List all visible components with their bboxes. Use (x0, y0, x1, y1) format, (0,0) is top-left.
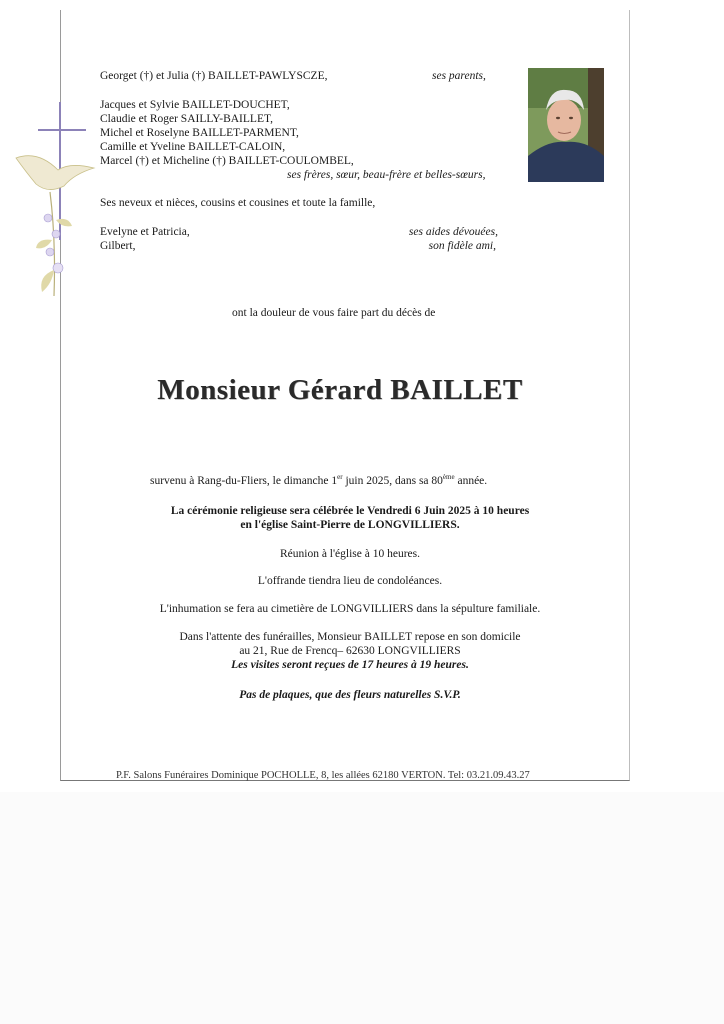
sibling-5: Marcel (†) et Micheline (†) BAILLET-COULOMBEL, (100, 155, 354, 167)
blank-lower-sheet (0, 792, 724, 1024)
sibling-2: Claudie et Roger SAILLY-BAILLET, (100, 113, 274, 125)
ceremony-line-1: La cérémonie religieuse sera célébrée le Vendredi 6 Juin 2025 à 10 heures (170, 505, 530, 517)
visits-text: Les visites seront reçues de 17 heures à 19 heures. (231, 659, 469, 671)
sibling-1: Jacques et Sylvie BAILLET-DOUCHET, (100, 99, 290, 111)
funeral-home-footer: P.F. Salons Funéraires Dominique POCHOLLE, 8, les allées 62180 VERTON. Tel: 03.21.09.43.27 (116, 770, 530, 781)
flowers-text: Pas de plaques, que des fleurs naturelles S.V.P. (239, 689, 461, 701)
siblings-role: ses frères, sœur, beau-frère et belles-sœurs, (287, 169, 486, 181)
death-details: survenu à Rang-du-Fliers, le dimanche 1er juin 2025, dans sa 80ème année. (150, 473, 488, 487)
inhumation-text: L'inhumation se fera au cimetière de LONGVILLIERS dans la sépulture familiale. (159, 603, 541, 615)
sibling-3: Michel et Roselyne BAILLET-PARMENT, (100, 127, 299, 139)
extended-family: Ses neveux et nièces, cousins et cousines et toute la famille, (100, 197, 376, 209)
reunion-text: Réunion à l'église à 10 heures. (279, 548, 421, 560)
parents-role: ses parents, (432, 70, 486, 82)
friend-role: son fidèle ami, (428, 240, 496, 252)
sibling-4: Camille et Yveline BAILLET-CALOIN, (100, 141, 286, 153)
offrande-text: L'offrande tiendra lieu de condoléances. (257, 575, 443, 587)
cross-dove-flowers-icon (8, 100, 103, 300)
announce-text: ont la douleur de vous faire part du décès de (232, 307, 436, 319)
helpers-line: Evelyne et Patricia, (100, 226, 190, 238)
portrait-photo (528, 68, 604, 182)
deceased-name: Monsieur Gérard BAILLET (157, 374, 523, 406)
parents-line: Georget (†) et Julia (†) BAILLET-PAWLYSCZE, (100, 70, 328, 82)
domicile-line-1: Dans l'attente des funérailles, Monsieur BAILLET repose en son domicile (179, 631, 521, 643)
friend-line: Gilbert, (100, 240, 136, 252)
helpers-role: ses aides dévouées, (408, 226, 498, 238)
ceremony-line-2: en l'église Saint-Pierre de LONGVILLIERS. (240, 519, 460, 531)
domicile-line-2: au 21, Rue de Frencq– 62630 LONGVILLIERS (239, 645, 461, 657)
